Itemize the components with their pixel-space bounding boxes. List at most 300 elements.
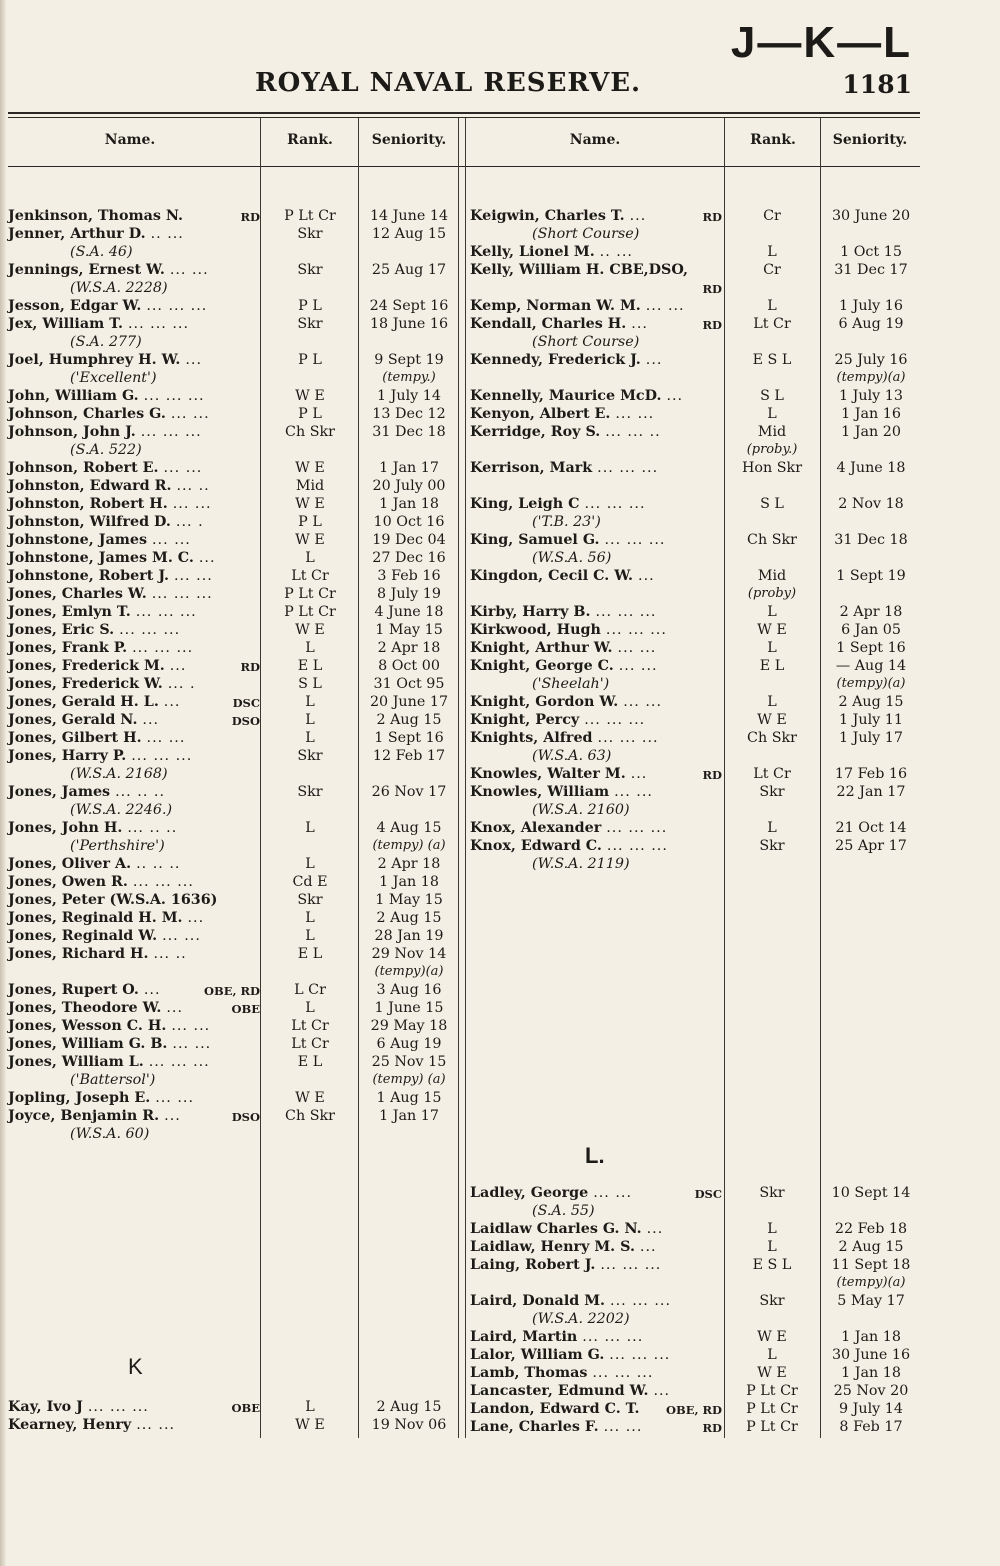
entry-rank-note: (proby) <box>747 586 797 601</box>
table-row <box>8 207 458 225</box>
leader-dots: ... ... <box>171 1018 211 1034</box>
entry-name <box>8 981 161 999</box>
entry-rank: L <box>767 1347 777 1363</box>
entry-seniority-note: (tempy)(a) <box>374 964 444 979</box>
entry-name <box>470 639 656 657</box>
entry-name <box>470 405 654 423</box>
entry-rank: L <box>305 730 315 746</box>
table-row <box>8 999 458 1017</box>
decoration: DSO <box>231 714 260 728</box>
table-row <box>470 855 920 873</box>
entry-seniority: 22 Jan 17 <box>836 784 906 800</box>
table-row <box>470 243 920 261</box>
entry-seniority: 1 Jan 18 <box>841 1329 901 1345</box>
table-row <box>470 1328 920 1346</box>
entry-rank: L <box>767 1221 777 1237</box>
table-row <box>470 1220 920 1238</box>
left-k-entries <box>8 1398 458 1434</box>
entry-rank-note: (proby.) <box>746 442 798 457</box>
entry-seniority: 1 July 14 <box>377 388 441 404</box>
table-row <box>8 603 458 621</box>
col-seniority-right: Seniority. <box>832 132 908 148</box>
entry-rank: W E <box>757 622 787 638</box>
entry-name-text: Jones, Frederick M. <box>8 658 165 674</box>
table-row <box>8 873 458 891</box>
decoration: RD <box>702 282 722 296</box>
entry-seniority-note: (tempy)(a) <box>836 370 906 385</box>
table-row <box>8 297 458 315</box>
decoration: RD <box>702 768 722 782</box>
entry-rank: Cr <box>763 208 781 224</box>
entry-name <box>8 459 202 477</box>
table-row <box>8 765 458 783</box>
entry-rank: L <box>305 712 315 728</box>
entry-name <box>470 351 662 369</box>
leader-dots: ... ... ... <box>151 586 213 602</box>
entry-rank: Ch Skr <box>747 730 797 746</box>
entry-seniority: 12 Feb 17 <box>372 748 446 764</box>
entry-rank: L <box>305 694 315 710</box>
entry-name <box>470 459 658 477</box>
entry-name <box>470 1292 671 1310</box>
table-row <box>470 783 920 801</box>
entry-rank: L <box>767 244 777 260</box>
entry-name <box>470 657 658 675</box>
entry-name <box>470 531 665 549</box>
entry-seniority: 31 Oct 95 <box>373 676 445 692</box>
entry-name-text: Knowles, Walter M. <box>470 766 626 782</box>
decoration: RD <box>702 210 722 224</box>
entry-note: (W.S.A. 2119) <box>532 856 630 872</box>
leader-dots: ... ... <box>593 1185 632 1201</box>
table-row <box>8 315 458 333</box>
table-row <box>470 531 920 549</box>
entry-name-text: Jones, Reginald H. M. <box>8 910 183 926</box>
leader-dots: ... ... ... <box>604 532 666 548</box>
entry-name <box>8 261 209 279</box>
entry-seniority-note: (tempy) (a) <box>372 1072 446 1087</box>
table-row <box>8 477 458 495</box>
leader-dots: ... ... ... <box>609 1347 671 1363</box>
entry-rank: P Lt Cr <box>746 1383 798 1399</box>
table-row <box>8 567 458 585</box>
entry-seniority: 2 Aug 15 <box>376 910 442 926</box>
entry-name-text: Jones, Eric S. <box>8 622 115 638</box>
entry-seniority: 1 Jan 17 <box>379 1108 439 1124</box>
entry-rank: Cd E <box>292 874 328 890</box>
entry-name <box>8 855 180 873</box>
entry-name <box>470 1382 670 1400</box>
entry-name-text: Jones, Rupert O. <box>8 982 139 998</box>
leader-dots: ... ... ... <box>148 1054 210 1070</box>
entry-name <box>470 1256 661 1274</box>
decoration: RD <box>240 210 260 224</box>
leader-dots: ... <box>645 352 663 368</box>
entry-rank: P Lt Cr <box>284 208 336 224</box>
table-row <box>470 603 920 621</box>
table-row <box>470 693 920 711</box>
entry-seniority: 25 Apr 17 <box>835 838 907 854</box>
entry-seniority: 1 June 15 <box>374 1000 444 1016</box>
entry-name <box>8 531 191 549</box>
entry-name <box>8 513 204 531</box>
leader-dots: ... ... ... <box>128 316 189 332</box>
entry-name <box>8 873 194 891</box>
entry-rank: Hon Skr <box>741 460 803 476</box>
entry-name-text: Jenner, Arthur D. <box>8 226 146 242</box>
leader-dots: ... .. <box>176 478 210 494</box>
entry-seniority: 2 Aug 15 <box>376 1399 442 1415</box>
table-row <box>470 657 920 675</box>
entry-rank: W E <box>295 496 325 512</box>
col-name-left: Name. <box>104 132 156 148</box>
entry-seniority: 10 Sept 14 <box>831 1185 911 1201</box>
entry-rank: W E <box>295 460 325 476</box>
right-entries <box>470 207 920 873</box>
entry-rank: L <box>305 910 315 926</box>
entry-name <box>470 729 659 747</box>
entry-name <box>470 693 662 711</box>
entry-seniority: 3 Aug 16 <box>376 982 442 998</box>
entry-rank: W E <box>295 1417 325 1433</box>
entry-seniority: 20 July 00 <box>372 478 446 494</box>
entry-rank: Skr <box>297 226 323 242</box>
entry-name <box>8 387 205 405</box>
entry-seniority: 1 Jan 18 <box>379 496 439 512</box>
table-row <box>8 1398 458 1416</box>
entry-name-text: Jones, Gerald N. <box>8 712 138 728</box>
table-row <box>470 333 920 351</box>
leader-dots: ... . <box>167 676 196 692</box>
entry-name <box>8 423 202 441</box>
entry-rank: P Lt Cr <box>746 1419 798 1435</box>
col-seniority-left: Seniority. <box>371 132 447 148</box>
table-row <box>8 927 458 945</box>
entry-seniority: 1 Jan 17 <box>379 460 439 476</box>
entry-rank: Skr <box>759 784 785 800</box>
leader-dots: ... <box>630 766 648 782</box>
table-row <box>8 837 458 855</box>
entry-name <box>8 729 185 747</box>
table-row <box>470 585 920 603</box>
leader-dots: ... ... ... <box>87 1399 149 1415</box>
entry-name-text: Joyce, Benjamin R. <box>8 1108 160 1124</box>
table-row <box>8 891 458 909</box>
entry-seniority: — Aug 14 <box>835 658 907 674</box>
table-row <box>470 423 920 441</box>
entry-name <box>8 1089 194 1107</box>
decoration: DSC <box>232 696 260 710</box>
table-row <box>470 297 920 315</box>
entry-rank: Lt Cr <box>291 1018 329 1034</box>
entry-name <box>470 207 646 225</box>
table-row <box>8 639 458 657</box>
leader-dots: ... <box>143 982 161 998</box>
table-row <box>470 207 920 225</box>
entry-seniority: 3 Feb 16 <box>377 568 441 584</box>
entry-rank: Ch Skr <box>285 1108 335 1124</box>
leader-dots: ... ... ... <box>140 424 202 440</box>
entry-rank: W E <box>757 1365 787 1381</box>
leader-dots: ... ... <box>614 784 653 800</box>
page-number: 1181 <box>842 70 912 99</box>
entry-name-text: Kingdon, Cecil C. W. <box>470 568 634 584</box>
entry-rank: Skr <box>297 784 323 800</box>
entry-seniority: 4 Aug 15 <box>376 820 442 836</box>
entry-name <box>470 495 646 513</box>
entry-rank: Lt Cr <box>291 1036 329 1052</box>
table-row <box>470 1310 920 1328</box>
table-row <box>470 387 920 405</box>
entry-name-text: Kirkwood, Hugh <box>470 622 601 638</box>
entry-name-text: Jones, Emlyn T. <box>8 604 131 620</box>
entry-name-text: Johnston, Edward R. <box>8 478 172 494</box>
entry-name-text: Johnston, Robert H. <box>8 496 168 512</box>
decoration: DSC <box>694 1187 722 1201</box>
entry-rank: S L <box>298 676 322 692</box>
entry-name-text: Knight, Percy <box>470 712 580 728</box>
entry-seniority: 2 Nov 18 <box>838 496 904 512</box>
leader-dots: ... ... <box>155 1090 194 1106</box>
table-row <box>8 693 458 711</box>
entry-seniority: 13 Dec 12 <box>372 406 446 422</box>
entry-rank: L <box>305 1399 315 1415</box>
entry-name <box>8 909 204 927</box>
right-l-entries <box>470 1184 920 1436</box>
section-l-label: L. <box>585 1143 605 1168</box>
section-letters: J—K—L <box>730 18 912 67</box>
decoration: OBE, RD <box>203 984 260 998</box>
entry-name-text: Johnstone, James M. C. <box>8 550 194 566</box>
entry-rank: Cr <box>763 262 781 278</box>
entry-seniority: 1 Jan 20 <box>841 424 901 440</box>
entry-name <box>8 621 180 639</box>
entry-name <box>8 1053 210 1071</box>
leader-dots: .. ... <box>150 226 184 242</box>
entry-seniority: 2 Aug 15 <box>838 1239 904 1255</box>
table-row <box>8 657 458 675</box>
table-row <box>8 1416 458 1434</box>
entry-rank: Skr <box>759 1185 785 1201</box>
entry-rank: Skr <box>297 316 323 332</box>
table-row <box>470 801 920 819</box>
leader-dots: ... ... ... <box>143 388 205 404</box>
entry-name-text: Jones, James <box>8 784 111 800</box>
entry-seniority: 29 Nov 14 <box>371 946 447 962</box>
leader-dots: ... ... <box>617 640 657 656</box>
entry-seniority: 31 Dec 18 <box>834 532 908 548</box>
entry-name <box>8 945 187 963</box>
entry-name <box>8 567 213 585</box>
entry-name-text: Jesson, Edgar W. <box>8 298 142 314</box>
entry-rank: L <box>305 820 315 836</box>
table-row <box>8 351 458 369</box>
entry-name-text: Knight, Gordon W. <box>470 694 619 710</box>
entry-name <box>8 927 201 945</box>
entry-seniority: 9 Sept 19 <box>374 352 444 368</box>
entry-seniority: 14 June 14 <box>369 208 449 224</box>
entry-name-text: Kelly, Lionel M. <box>470 244 595 260</box>
entry-name <box>8 207 183 225</box>
table-row <box>470 1184 920 1202</box>
table-row <box>470 225 920 243</box>
table-row <box>470 1364 920 1382</box>
entry-name <box>8 891 217 909</box>
entry-name-text: Jones, Oliver A. <box>8 856 132 872</box>
entry-name-text: Kendall, Charles H. <box>470 316 627 332</box>
entry-seniority: 18 June 16 <box>369 316 449 332</box>
entry-seniority: 30 June 16 <box>831 1347 911 1363</box>
table-row <box>470 837 920 855</box>
entry-rank: S L <box>760 388 784 404</box>
table-row <box>470 639 920 657</box>
entry-rank: Lt Cr <box>753 766 791 782</box>
table-row <box>8 1107 458 1125</box>
entry-seniority-note: (tempy) (a) <box>372 838 446 853</box>
entry-name <box>8 657 186 675</box>
decoration: DSO <box>231 1110 260 1124</box>
entry-name-text: Jones, William G. B. <box>8 1036 168 1052</box>
entry-name <box>8 693 180 711</box>
entry-name <box>470 387 683 405</box>
leader-dots: ... ... ... <box>595 604 657 620</box>
leader-dots: .. .. .. <box>136 856 181 872</box>
entry-name <box>470 621 667 639</box>
leader-dots: ... ... <box>162 928 201 944</box>
entry-seniority: 1 Aug 15 <box>376 1090 442 1106</box>
table-row <box>470 1274 920 1292</box>
table-row <box>8 1125 458 1143</box>
entry-rank: E S L <box>752 352 792 368</box>
entry-rank: Lt Cr <box>291 568 329 584</box>
entry-rank: S L <box>760 496 784 512</box>
leader-dots: ... ... <box>163 460 203 476</box>
entry-rank: L <box>305 1000 315 1016</box>
left-entries <box>8 207 458 1143</box>
entry-seniority: 8 Feb 17 <box>839 1419 903 1435</box>
entry-rank: Ch Skr <box>747 532 797 548</box>
table-row <box>470 747 920 765</box>
leader-dots: ... ... ... <box>584 712 646 728</box>
table-row <box>8 963 458 981</box>
entry-rank: Mid <box>757 568 787 584</box>
col-name-right: Name. <box>569 132 621 148</box>
entry-rank: L <box>305 550 315 566</box>
leader-dots: ... ... ... <box>606 820 668 836</box>
entry-name-text: Kearney, Henry <box>8 1417 132 1433</box>
entry-note: (W.S.A. 56) <box>532 550 612 566</box>
table-row <box>470 1202 920 1220</box>
header-rule <box>8 166 920 167</box>
entry-seniority: 26 Nov 17 <box>371 784 447 800</box>
table-row <box>8 441 458 459</box>
entry-rank: P Lt Cr <box>284 586 336 602</box>
page-title: ROYAL NAVAL RESERVE. <box>255 68 642 98</box>
entry-note: (Short Course) <box>532 334 640 350</box>
table-row <box>8 513 458 531</box>
entry-seniority: 25 Aug 17 <box>371 262 447 278</box>
leader-dots: ... ... ... <box>584 496 646 512</box>
book-spine-shadow <box>0 0 6 1566</box>
table-row <box>8 1053 458 1071</box>
entry-name <box>8 1035 211 1053</box>
table-row <box>470 459 920 477</box>
entry-rank: W E <box>295 1090 325 1106</box>
leader-dots: ... ... .. <box>605 424 661 440</box>
entry-name <box>8 747 192 765</box>
entry-note: ('T.B. 23') <box>532 514 601 530</box>
entry-seniority: 11 Sept 18 <box>831 1257 911 1273</box>
entry-name <box>8 1416 175 1434</box>
table-row <box>8 1089 458 1107</box>
entry-rank: W E <box>757 712 787 728</box>
table-row <box>470 1256 920 1274</box>
leader-dots: ... ... <box>615 406 655 422</box>
decoration: OBE <box>231 1401 260 1415</box>
table-row <box>470 549 920 567</box>
entry-name-text: Lancaster, Edmund W. <box>470 1383 649 1399</box>
entry-name-text: Kay, Ivo J <box>8 1399 83 1415</box>
entry-note: ('Sheelah') <box>532 676 610 692</box>
leader-dots: ... ... <box>146 730 186 746</box>
entry-name-text: Knox, Alexander <box>470 820 602 836</box>
leader-dots: ... <box>164 1108 181 1124</box>
decoration: OBE, RD <box>665 1403 722 1417</box>
entry-name <box>470 765 647 783</box>
entry-seniority: 4 June 18 <box>836 460 906 476</box>
table-row <box>470 351 920 369</box>
entry-note: ('Excellent') <box>70 370 157 386</box>
entry-name <box>8 225 184 243</box>
entry-rank: P Lt Cr <box>746 1401 798 1417</box>
entry-rank: E S L <box>752 1257 792 1273</box>
leader-dots: ... ... <box>603 1419 643 1435</box>
leader-dots: ... <box>142 712 160 728</box>
entry-note: (S.A. 277) <box>70 334 142 350</box>
entry-rank: E L <box>297 946 323 962</box>
table-row <box>470 567 920 585</box>
entry-rank: L <box>305 928 315 944</box>
leader-dots: ... .. <box>153 946 187 962</box>
entry-name-text: Jones, Theodore W. <box>8 1000 162 1016</box>
entry-name-text: Jenkinson, Thomas N. <box>8 208 184 224</box>
table-row <box>8 405 458 423</box>
entry-seniority: 1 Sept 16 <box>836 640 906 656</box>
entry-seniority: 24 Sept 16 <box>369 298 449 314</box>
entry-name-text: Jones, Owen R. <box>8 874 128 890</box>
entry-name-text: Kerrison, Mark <box>470 460 593 476</box>
table-row <box>470 621 920 639</box>
table-row <box>470 729 920 747</box>
leader-dots: ... . <box>175 514 204 530</box>
entry-name-text: Knox, Edward C. <box>470 838 602 854</box>
leader-dots: ... ... ... <box>146 298 208 314</box>
table-row <box>470 1292 920 1310</box>
entry-name-text: Jones, Reginald W. <box>8 928 158 944</box>
table-row <box>470 819 920 837</box>
entry-name-text: Lamb, Thomas <box>470 1365 588 1381</box>
entry-rank: W E <box>295 532 325 548</box>
entry-seniority: 28 Jan 19 <box>374 928 444 944</box>
entry-name <box>470 819 667 837</box>
table-row <box>470 261 920 279</box>
entry-seniority: 8 July 19 <box>377 586 441 602</box>
leader-dots: ... ... ... <box>606 838 668 854</box>
entry-name-text: Jones, Frank P. <box>8 640 128 656</box>
column-divider <box>465 118 466 1438</box>
entry-seniority: 17 Feb 16 <box>834 766 908 782</box>
entry-name-text: Jones, Harry P. <box>8 748 127 764</box>
